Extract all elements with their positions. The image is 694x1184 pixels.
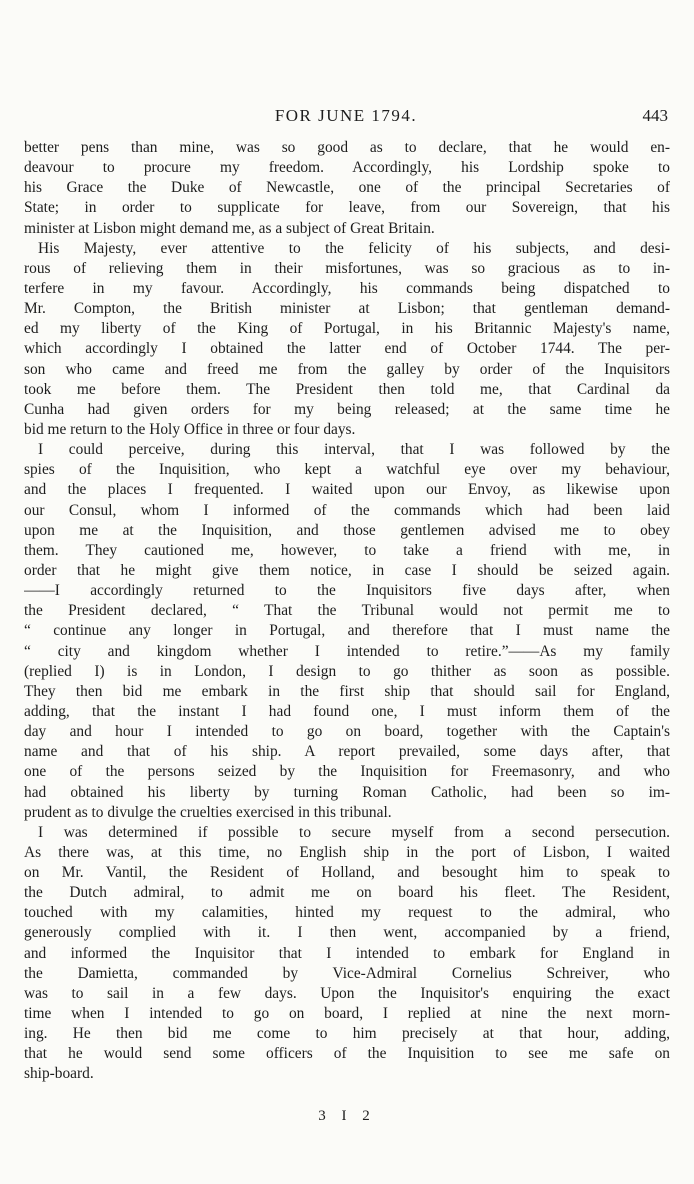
text-line: ed my liberty of the King of Portugal, in his Britannic Majesty's name, [24, 320, 670, 338]
text-line: Mr. Compton, the British minister at Lisbon; that gentleman demand- [24, 300, 670, 318]
text-line: the Dutch admiral, to admit me on board his fleet. The Resident, [24, 884, 670, 902]
text-line: one of the persons seized by the Inquisition for Freemasonry, and who [24, 763, 670, 781]
text-line: Cunha had given orders for my being released; at the same time he [24, 400, 670, 418]
text-line: the President declared, “ That the Tribunal would not permit me to [24, 602, 670, 620]
text-line: upon me at the Inquisition, and those gentlemen advised me to obey [24, 521, 670, 539]
text-line: which accordingly I obtained the latter end of October 1744. The per- [24, 340, 670, 358]
body-text [24, 138, 670, 1085]
text-line: the Damietta, commanded by Vice-Admiral Cornelius Schreiver, who [24, 964, 670, 982]
text-line: State; in order to supplicate for leave, from our Sovereign, that his [24, 199, 670, 217]
text-line: ing. He then bid me come to him precisely at that hour, adding, [24, 1025, 670, 1043]
page-number: 443 [642, 106, 668, 125]
text-line: his Grace the Duke of Newcastle, one of the principal Secretaries of [24, 179, 670, 197]
text-line: and the places I frequented. I waited upon our Envoy, as likewise upon [24, 481, 670, 499]
text-line: son who came and freed me from the galley by order of the Inquisitors [24, 360, 670, 378]
text-line: day and hour I intended to go on board, together with the Captain's [24, 723, 670, 741]
text-line: time when I intended to go on board, I replied at nine the next morn- [24, 1005, 670, 1023]
text-line: generously complied with it. I then went, accompanied by a friend, [24, 924, 670, 942]
text-line: better pens than mine, was so good as to declare, that he would en- [24, 139, 670, 156]
text-line: prudent as to divulge the cruelties exercised in this tribunal. [24, 803, 392, 821]
text-line: terfere in my favour. Accordingly, his commands being dispatched to [24, 279, 670, 297]
text-line: (replied I) is in London, I design to go thither as soon as possible. [24, 662, 670, 680]
text-line: I was determined if possible to secure myself from a second persecution. [38, 823, 670, 841]
text-line: ——I accordingly returned to the Inquisitors five days after, when [24, 582, 670, 600]
text-line: name and that of his ship. A report prevailed, some days after, that [24, 743, 670, 761]
text-line: I could perceive, during this interval, that I was followed by the [38, 441, 670, 459]
text-line: them. They cautioned me, however, to take a friend with me, in [24, 541, 670, 559]
text-line: adding, that the instant I had found one, I must inform them of the [24, 702, 670, 720]
text-line: They then bid me embark in the first ship that should sail for England, [24, 682, 670, 700]
text-line: “ city and kingdom whether I intended to retire.”——As my family [24, 642, 670, 660]
text-line: on Mr. Vantil, the Resident of Holland, and besought him to speak to [24, 864, 670, 882]
text-line: “ continue any longer in Portugal, and therefore that I must name the [24, 622, 670, 640]
text-line: minister at Lisbon might demand me, as a subject of Great Britain. [24, 219, 435, 237]
text-line: that he would send some officers of the Inquisition to see me safe on [24, 1045, 670, 1063]
text-line: bid me return to the Holy Office in three or four days. [24, 420, 356, 438]
text-line: order that he might give them notice, in case I should be seized again. [24, 561, 670, 579]
text-line: touched with my calamities, hinted my request to the admiral, who [24, 904, 670, 922]
page-header [24, 104, 668, 130]
text-line: ship-board. [24, 1065, 94, 1083]
text-line: deavour to procure my freedom. Accordingly, his Lordship spoke to [24, 159, 670, 177]
text-line: our Consul, whom I informed of the commands which had been laid [24, 501, 670, 519]
text-line: As there was, at this time, no English ship in the port of Lisbon, I waited [24, 843, 670, 861]
text-line: took me before them. The President then told me, that Cardinal da [24, 380, 670, 398]
text-line: had obtained his liberty by turning Roman Catholic, had been so im- [24, 783, 670, 801]
text-line: was to sail in a few days. Upon the Inquisitor's enquiring the exact [24, 984, 670, 1002]
text-line: and informed the Inquisitor that I intended to embark for England in [24, 944, 670, 962]
text-line: rous of relieving them in their misfortunes, was so gracious as to in- [24, 259, 670, 277]
signature-mark: 3 I 2 [318, 1108, 376, 1124]
text-line: spies of the Inquisition, who kept a watchful eye over my behaviour, [24, 461, 670, 479]
running-head: FOR JUNE 1794. [274, 106, 418, 125]
text-line: His Majesty, ever attentive to the felicity of his subjects, and desi- [38, 239, 670, 257]
